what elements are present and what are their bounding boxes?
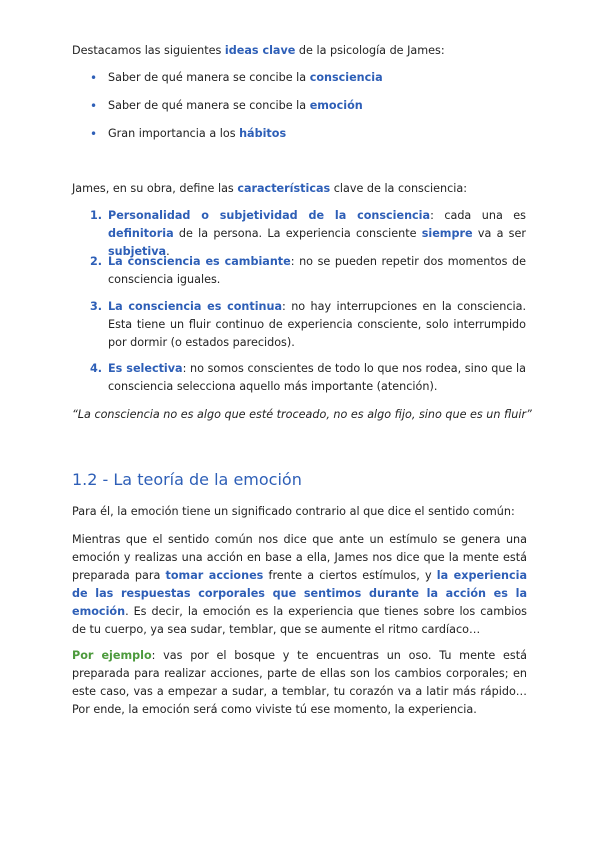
para4-text: Mientras que el sentido común nos dice que ante un estímulo se genera una emoción y realizas una acción en base a ella, James nos dice que la mente está preparada para (72, 533, 527, 582)
list-highlight: La consciencia es cambiante (108, 255, 291, 268)
bullet-highlight: hábitos (239, 127, 287, 140)
list-highlight: subjetiva (108, 245, 167, 258)
list-text: : no se pueden repetir dos momentos de consciencia iguales. (108, 255, 526, 286)
list-text: : cada una es (430, 209, 526, 222)
para2-text: James, en su obra, define las (72, 182, 238, 195)
example-text: : vas por el bosque y te encuentras un oso. Tu mente está preparada para realizar acciones, parte de ellas son los cambios corporales; en este caso, vas a empezar a sudar, a temblar, tu corazón va a latir más rápido… Por ende, la emoción será como viviste tú ese momento, la experiencia. (72, 649, 527, 716)
bullet-text: Gran importancia a los (108, 127, 240, 140)
list-item-4 (90, 360, 526, 396)
para2-text-end: clave de la consciencia: (330, 182, 467, 195)
intro-paragraph (72, 42, 532, 60)
intro-text: Destacamos las siguientes (72, 44, 225, 57)
list-highlight: La consciencia es continua (108, 300, 283, 313)
list-highlight: Es selectiva (108, 362, 183, 375)
example-label: Por ejemplo (72, 649, 152, 662)
intro-highlight: ideas clave (224, 44, 296, 57)
list-number: 2. (90, 255, 103, 268)
bullet-dot-icon: • (90, 127, 98, 141)
intro-text-end: de la psicología de James: (295, 44, 445, 57)
list-item-3 (90, 298, 526, 352)
bullet-dot-icon: • (90, 99, 98, 113)
section-heading: 1.2 - La teoría de la emoción (72, 470, 302, 489)
quote-text: La consciencia no es algo que esté troceado, no es algo fijo, sino que es un fluir (77, 408, 527, 421)
list-text: va a ser (472, 227, 526, 240)
list-item-2 (90, 253, 526, 289)
list-highlight: definitoria (108, 227, 174, 240)
emotion-paragraph (72, 531, 527, 639)
bullet-highlight: consciencia (309, 71, 383, 84)
characteristics-intro (72, 180, 532, 198)
quote-close-mark: ” (526, 408, 532, 421)
example-paragraph (72, 647, 527, 719)
list-number: 3. (90, 300, 103, 313)
list-highlight: siempre (421, 227, 473, 240)
bullet-highlight: emoción (309, 99, 363, 112)
bullet-text: Saber de qué manera se concibe la (108, 71, 310, 84)
list-text: : no hay interrupciones en la consciencia. Esta tiene un fluir continuo de experiencia consciente, solo interrumpido por dormir (o estados parecidos). (108, 300, 527, 349)
list-number: 4. (90, 362, 103, 375)
bullet-dot-icon: • (90, 71, 98, 85)
para4-text: . Es decir, la emoción es la experiencia que tienes sobre los cambios de tu cuerpo, ya sea sudar, temblar, que se aumente el ritmo cardíaco… (72, 605, 527, 636)
list-text: : no somos conscientes de todo lo que nos rodea, sino que la consciencia selecciona aquello más importante (atención). (108, 362, 526, 393)
para4-text: frente a ciertos estímulos, y (263, 569, 437, 582)
para4-highlight: tomar acciones (165, 569, 264, 582)
bullet-text: Saber de qué manera se concibe la (108, 99, 310, 112)
quote-open-mark: “ (72, 408, 78, 421)
list-text: de la persona. La experiencia consciente (173, 227, 422, 240)
para2-highlight: características (237, 182, 331, 195)
list-number: 1. (90, 209, 103, 222)
emotion-intro: Para él, la emoción tiene un significado contrario al que dice el sentido común: (72, 505, 515, 518)
list-highlight: Personalidad o subjetividad de la consciencia (108, 209, 431, 222)
para4-highlight: la experiencia de las respuestas corporales que sentimos durante la acción es la emoción (72, 569, 528, 618)
quote (72, 406, 542, 424)
list-text: . (166, 245, 170, 258)
